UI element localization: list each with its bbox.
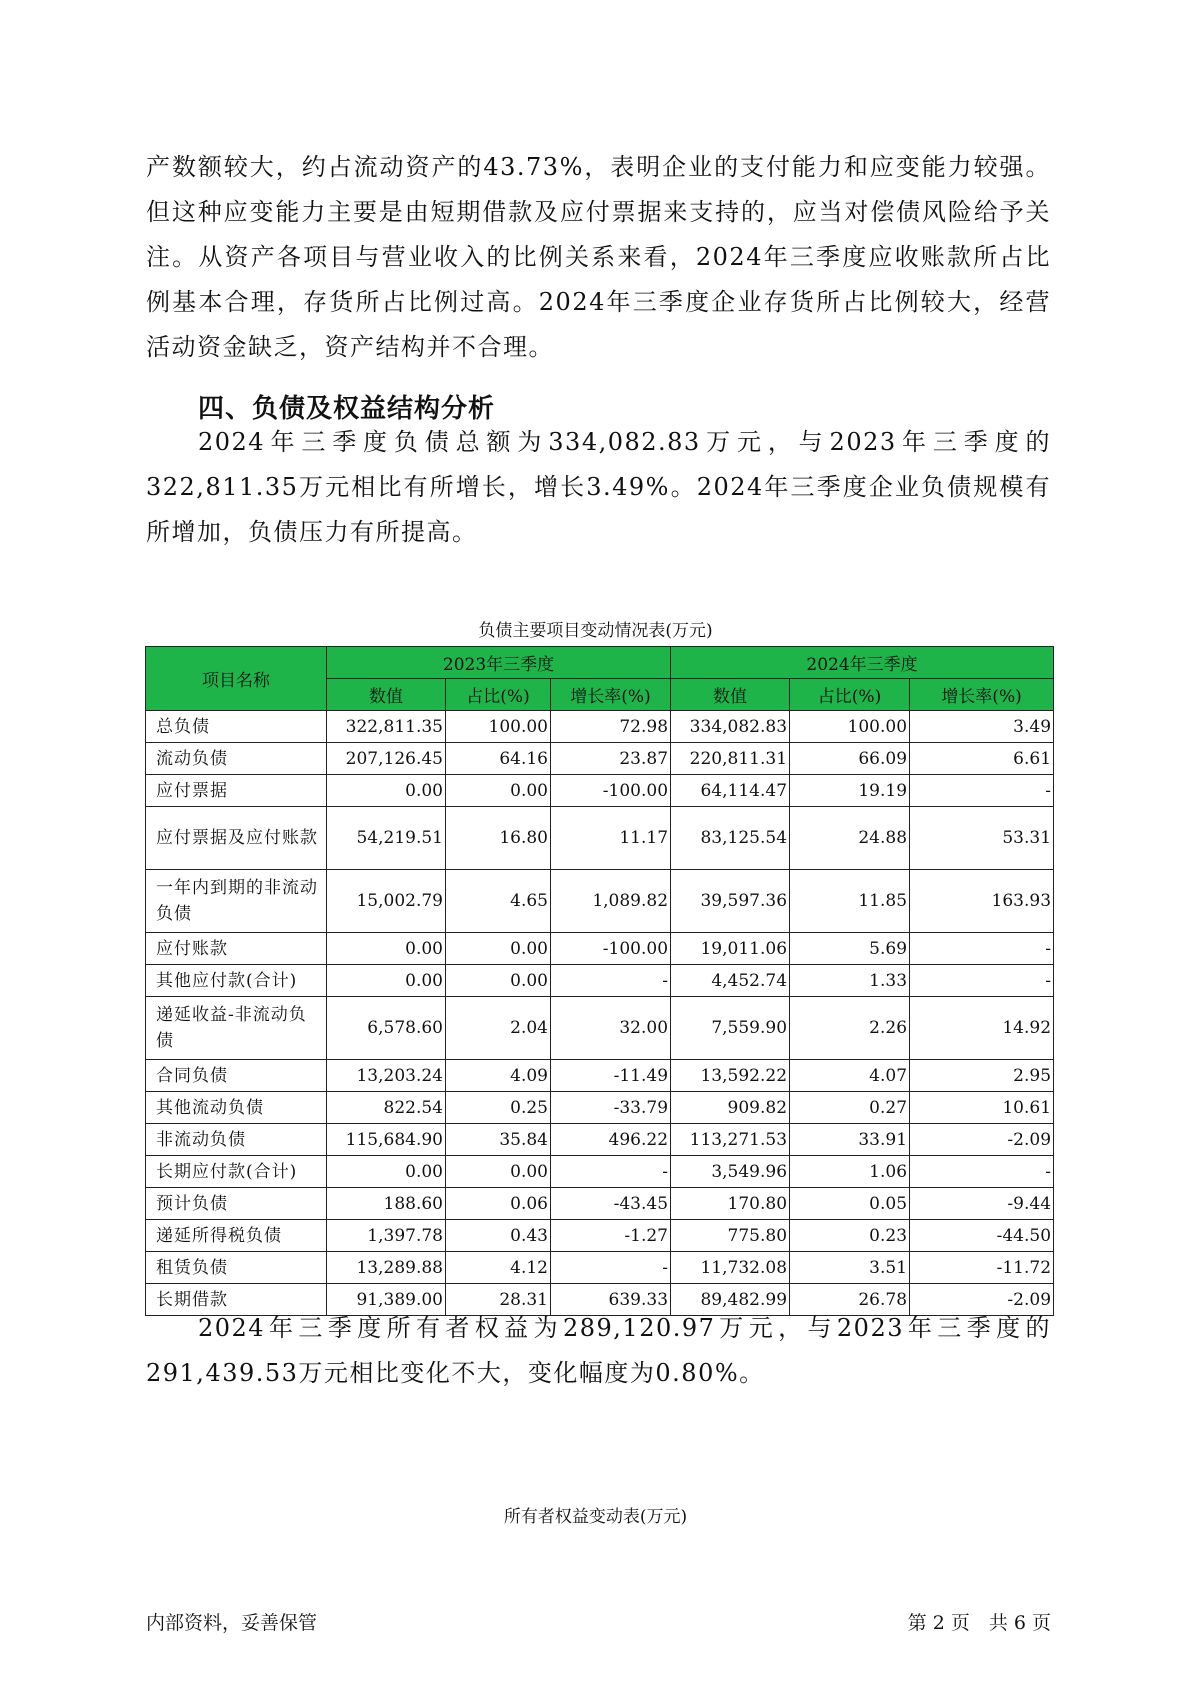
row-value-cell: 11.17 bbox=[551, 807, 671, 870]
row-value-cell: 0.00 bbox=[327, 965, 446, 997]
row-item-name: 递延收益-非流动负债 bbox=[146, 997, 327, 1060]
row-value-cell: 35.84 bbox=[446, 1124, 551, 1156]
table-row bbox=[146, 1156, 1054, 1188]
table-row bbox=[146, 933, 1054, 965]
row-value-cell: - bbox=[551, 965, 671, 997]
row-value-cell: 28.31 bbox=[446, 1284, 551, 1316]
table-row bbox=[146, 1124, 1054, 1156]
period-2023-header: 2023年三季度 bbox=[327, 647, 671, 679]
sub-header-growth-2023: 增长率(%) bbox=[551, 679, 671, 711]
row-value-cell: 5.69 bbox=[790, 933, 910, 965]
row-value-cell: 10.61 bbox=[910, 1092, 1054, 1124]
row-item-name: 长期应付款(合计) bbox=[146, 1156, 327, 1188]
period-2024-header: 2024年三季度 bbox=[671, 647, 1054, 679]
row-value-cell: 7,559.90 bbox=[671, 997, 790, 1060]
sub-header-share-2024: 占比(%) bbox=[790, 679, 910, 711]
row-value-cell: 207,126.45 bbox=[327, 743, 446, 775]
row-value-cell: 54,219.51 bbox=[327, 807, 446, 870]
sub-header-growth-2024: 增长率(%) bbox=[910, 679, 1054, 711]
row-value-cell: 1.06 bbox=[790, 1156, 910, 1188]
sub-header-value-2024: 数值 bbox=[671, 679, 790, 711]
table-row bbox=[146, 775, 1054, 807]
row-value-cell: -100.00 bbox=[551, 933, 671, 965]
row-item-name: 合同负债 bbox=[146, 1060, 327, 1092]
row-value-cell: 0.06 bbox=[446, 1188, 551, 1220]
row-value-cell: 24.88 bbox=[790, 807, 910, 870]
row-value-cell: 2.26 bbox=[790, 997, 910, 1060]
row-value-cell: 13,203.24 bbox=[327, 1060, 446, 1092]
row-value-cell: 66.09 bbox=[790, 743, 910, 775]
item-name-header: 项目名称 bbox=[146, 647, 327, 711]
row-value-cell: 2.04 bbox=[446, 997, 551, 1060]
row-value-cell: 220,811.31 bbox=[671, 743, 790, 775]
row-value-cell: 0.00 bbox=[446, 1156, 551, 1188]
row-value-cell: 13,289.88 bbox=[327, 1252, 446, 1284]
row-value-cell: 3.49 bbox=[910, 711, 1054, 743]
row-value-cell: 0.27 bbox=[790, 1092, 910, 1124]
row-value-cell: - bbox=[910, 775, 1054, 807]
row-value-cell: 188.60 bbox=[327, 1188, 446, 1220]
table-row bbox=[146, 743, 1054, 775]
row-value-cell: 4.12 bbox=[446, 1252, 551, 1284]
row-value-cell: -11.49 bbox=[551, 1060, 671, 1092]
row-item-name: 总负债 bbox=[146, 711, 327, 743]
row-value-cell: - bbox=[551, 1156, 671, 1188]
row-value-cell: 15,002.79 bbox=[327, 870, 446, 933]
row-item-name: 预计负债 bbox=[146, 1188, 327, 1220]
row-value-cell: 3,549.96 bbox=[671, 1156, 790, 1188]
row-value-cell: 33.91 bbox=[790, 1124, 910, 1156]
row-value-cell: -1.27 bbox=[551, 1220, 671, 1252]
row-value-cell: 89,482.99 bbox=[671, 1284, 790, 1316]
row-value-cell: 23.87 bbox=[551, 743, 671, 775]
analysis-paragraph-liabilities: 2024年三季度负债总额为334,082.83万元，与2023年三季度的322,811.35万元相比有所增长，增长3.49%。2024年三季度企业负债规模有所增加，负债压力有所提高。 bbox=[146, 428, 1051, 546]
row-value-cell: 64.16 bbox=[446, 743, 551, 775]
row-value-cell: 39,597.36 bbox=[671, 870, 790, 933]
row-item-name: 非流动负债 bbox=[146, 1124, 327, 1156]
row-value-cell: 32.00 bbox=[551, 997, 671, 1060]
table-row bbox=[146, 965, 1054, 997]
liability-table-body bbox=[146, 711, 1054, 1316]
row-value-cell: -100.00 bbox=[551, 775, 671, 807]
table-row bbox=[146, 1188, 1054, 1220]
row-value-cell: - bbox=[910, 965, 1054, 997]
row-value-cell: 2.95 bbox=[910, 1060, 1054, 1092]
row-value-cell: -2.09 bbox=[910, 1284, 1054, 1316]
row-value-cell: -9.44 bbox=[910, 1188, 1054, 1220]
row-value-cell: 100.00 bbox=[790, 711, 910, 743]
row-value-cell: - bbox=[551, 1252, 671, 1284]
sub-header-share-2023: 占比(%) bbox=[446, 679, 551, 711]
row-value-cell: 6,578.60 bbox=[327, 997, 446, 1060]
row-value-cell: 4.09 bbox=[446, 1060, 551, 1092]
row-value-cell: 163.93 bbox=[910, 870, 1054, 933]
table-row bbox=[146, 997, 1054, 1060]
row-value-cell: 0.00 bbox=[327, 1156, 446, 1188]
liability-table bbox=[145, 646, 1054, 1316]
table-row bbox=[146, 711, 1054, 743]
footer-page-number: 第 2 页 共 6 页 bbox=[907, 1612, 1051, 1634]
row-item-name: 应付票据及应付账款 bbox=[146, 807, 327, 870]
row-value-cell: - bbox=[910, 1156, 1054, 1188]
section-heading: 四、负债及权益结构分析 bbox=[198, 394, 496, 424]
row-value-cell: 0.43 bbox=[446, 1220, 551, 1252]
equity-table-caption: 所有者权益变动表(万元) bbox=[503, 1507, 688, 1527]
row-value-cell: 909.82 bbox=[671, 1092, 790, 1124]
row-value-cell: 83,125.54 bbox=[671, 807, 790, 870]
row-value-cell: 822.54 bbox=[327, 1092, 446, 1124]
sub-header-value-2023: 数值 bbox=[327, 679, 446, 711]
row-value-cell: 1,397.78 bbox=[327, 1220, 446, 1252]
row-value-cell: 0.00 bbox=[446, 775, 551, 807]
row-value-cell: 16.80 bbox=[446, 807, 551, 870]
row-value-cell: 19,011.06 bbox=[671, 933, 790, 965]
row-value-cell: 1,089.82 bbox=[551, 870, 671, 933]
row-value-cell: 0.23 bbox=[790, 1220, 910, 1252]
table-row bbox=[146, 1060, 1054, 1092]
row-value-cell: 0.25 bbox=[446, 1092, 551, 1124]
row-value-cell: 72.98 bbox=[551, 711, 671, 743]
row-value-cell: 4,452.74 bbox=[671, 965, 790, 997]
row-item-name: 应付票据 bbox=[146, 775, 327, 807]
row-value-cell: -11.72 bbox=[910, 1252, 1054, 1284]
row-value-cell: 3.51 bbox=[790, 1252, 910, 1284]
row-value-cell: 53.31 bbox=[910, 807, 1054, 870]
analysis-paragraph-assets: 产数额较大，约占流动资产的43.73%，表明企业的支付能力和应变能力较强。但这种应变能力主要是由短期借款及应付票据来支持的，应当对偿债风险给予关注。从资产各项目与营业收入的比例关系来看，2024年三季度应收账款所占比例基本合理，存货所占比例过高。2024年三季度企业存货所占比例较大，经营活动资金缺乏，资产结构并不合理。 bbox=[146, 153, 1051, 361]
row-value-cell: 4.65 bbox=[446, 870, 551, 933]
row-value-cell: 0.00 bbox=[446, 965, 551, 997]
table-row bbox=[146, 870, 1054, 933]
row-value-cell: 6.61 bbox=[910, 743, 1054, 775]
row-item-name: 其他流动负债 bbox=[146, 1092, 327, 1124]
row-value-cell: 639.33 bbox=[551, 1284, 671, 1316]
row-value-cell: 496.22 bbox=[551, 1124, 671, 1156]
row-value-cell: 0.05 bbox=[790, 1188, 910, 1220]
row-value-cell: -44.50 bbox=[910, 1220, 1054, 1252]
row-value-cell: 0.00 bbox=[446, 933, 551, 965]
table-row bbox=[146, 1220, 1054, 1252]
row-value-cell: 322,811.35 bbox=[327, 711, 446, 743]
row-value-cell: - bbox=[910, 933, 1054, 965]
row-value-cell: 0.00 bbox=[327, 933, 446, 965]
row-item-name: 一年内到期的非流动负债 bbox=[146, 870, 327, 933]
row-value-cell: 11.85 bbox=[790, 870, 910, 933]
liability-table-caption: 负债主要项目变动情况表(万元) bbox=[478, 621, 713, 641]
row-value-cell: 4.07 bbox=[790, 1060, 910, 1092]
row-value-cell: 775.80 bbox=[671, 1220, 790, 1252]
row-value-cell: 19.19 bbox=[790, 775, 910, 807]
row-value-cell: 13,592.22 bbox=[671, 1060, 790, 1092]
row-value-cell: 334,082.83 bbox=[671, 711, 790, 743]
row-value-cell: -43.45 bbox=[551, 1188, 671, 1220]
row-value-cell: 91,389.00 bbox=[327, 1284, 446, 1316]
table-row bbox=[146, 1252, 1054, 1284]
row-value-cell: 100.00 bbox=[446, 711, 551, 743]
analysis-paragraph-equity: 2024年三季度所有者权益为289,120.97万元，与2023年三季度的291,439.53万元相比变化不大，变化幅度为0.80%。 bbox=[146, 1314, 1051, 1387]
row-value-cell: -33.79 bbox=[551, 1092, 671, 1124]
row-item-name: 租赁负债 bbox=[146, 1252, 327, 1284]
row-item-name: 流动负债 bbox=[146, 743, 327, 775]
row-value-cell: 14.92 bbox=[910, 997, 1054, 1060]
row-item-name: 应付账款 bbox=[146, 933, 327, 965]
row-item-name: 递延所得税负债 bbox=[146, 1220, 327, 1252]
row-value-cell: 170.80 bbox=[671, 1188, 790, 1220]
row-value-cell: 115,684.90 bbox=[327, 1124, 446, 1156]
row-value-cell: 0.00 bbox=[327, 775, 446, 807]
row-value-cell: -2.09 bbox=[910, 1124, 1054, 1156]
row-value-cell: 1.33 bbox=[790, 965, 910, 997]
table-row bbox=[146, 807, 1054, 870]
row-value-cell: 113,271.53 bbox=[671, 1124, 790, 1156]
row-item-name: 长期借款 bbox=[146, 1284, 327, 1316]
row-value-cell: 64,114.47 bbox=[671, 775, 790, 807]
row-item-name: 其他应付款(合计) bbox=[146, 965, 327, 997]
row-value-cell: 26.78 bbox=[790, 1284, 910, 1316]
row-value-cell: 11,732.08 bbox=[671, 1252, 790, 1284]
table-row bbox=[146, 1092, 1054, 1124]
footer-confidential-note: 内部资料，妥善保管 bbox=[146, 1612, 318, 1634]
